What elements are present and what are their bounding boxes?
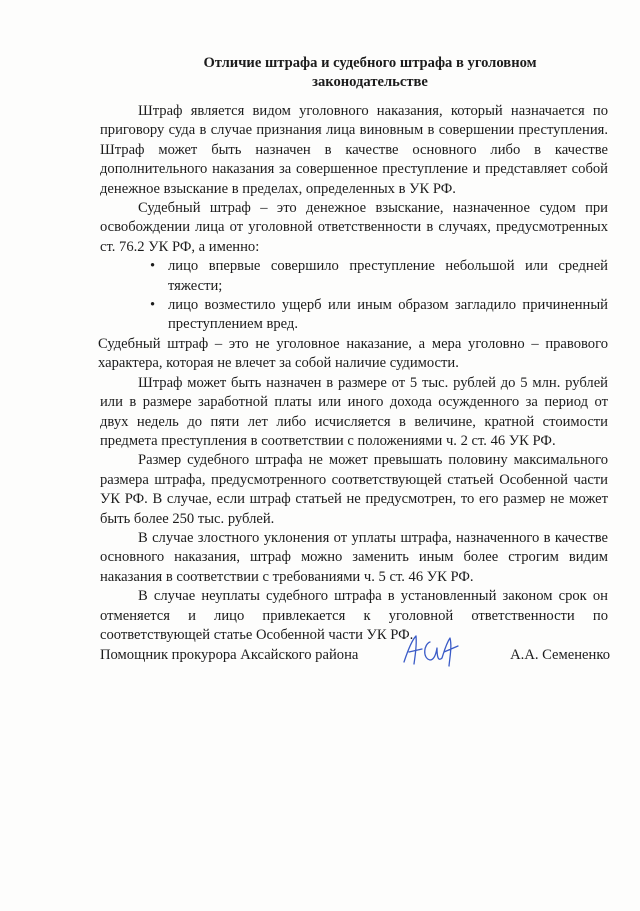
signer-role: Помощник прокурора Аксайского района (100, 647, 359, 663)
paragraph-evasion: В случае злостного уклонения от уплаты штрафа, назначенного в качестве основного наказания, штраф можно заменить иным более строгим видим наказания в соответствии с требованиями ч. 5 ст. 46 УК РФ. (100, 529, 608, 585)
list-item-text: лицо возместило ущерб или иным образом загладило причиненный преступлением вред. (168, 297, 608, 333)
bullet-icon: • (150, 297, 156, 314)
document-body (100, 102, 608, 645)
paragraph-fine-definition: Штраф является видом уголовного наказания, который назначается по приговору суда в случае признания лица виновным в совершении преступления. Штраф может быть назначен в качестве основного либо в качестве дополнительного наказания за совершенное преступление и представляет собой денежное взыскание в пределах, определенных в УК РФ. (100, 103, 608, 197)
conditions-list (100, 257, 608, 335)
paragraph-court-fine-amount: Размер судебного штрафа не может превышать половину максимального размера штрафа, предусмотренного соответствующей статьей Особенной части УК РФ. В случае, если штраф статьей не предусмотрен, то его размер не может быть более 250 тыс. рублей. (100, 452, 608, 527)
document-title (150, 54, 590, 92)
title-line-2: законодательстве (312, 74, 428, 90)
list-item-text: лицо впервые совершило преступление небольшой или средней тяжести; (168, 258, 608, 294)
paragraph-court-fine-definition: Судебный штраф – это денежное взыскание, назначенное судом при освобождении лица от уголовной ответственности в случаях, предусмотренных ст. 76.2 УК РФ, а именно: (100, 200, 608, 255)
title-line-1: Отличие штрафа и судебного штрафа в уголовном (203, 55, 537, 71)
paragraph-nonpayment: В случае неуплаты судебного штрафа в установленный законом срок он отменяется и лицо привлекается к уголовной ответственности по соответствующей статье Особенной части УК РФ. (100, 588, 608, 643)
paragraph-not-punishment: Судебный штраф – это не уголовное наказание, а мера уголовно – правового характера, которая не влечет за собой наличие судимости. (98, 335, 608, 372)
signer-name: А.А. Семененко (510, 647, 610, 663)
list-item (150, 296, 608, 335)
bullet-icon: • (150, 258, 156, 275)
paragraph-fine-amount: Штраф может быть назначен в размере от 5 тыс. рублей до 5 млн. рублей или в размере заработной платы или иного дохода осужденного за период от двух недель до пяти лет либо исчисляется в величине, кратной стоимости предмета преступления в соответствии с положениями ч. 2 ст. 46 УК РФ. (100, 374, 608, 449)
list-item (150, 257, 608, 296)
handwritten-signature (400, 632, 462, 672)
